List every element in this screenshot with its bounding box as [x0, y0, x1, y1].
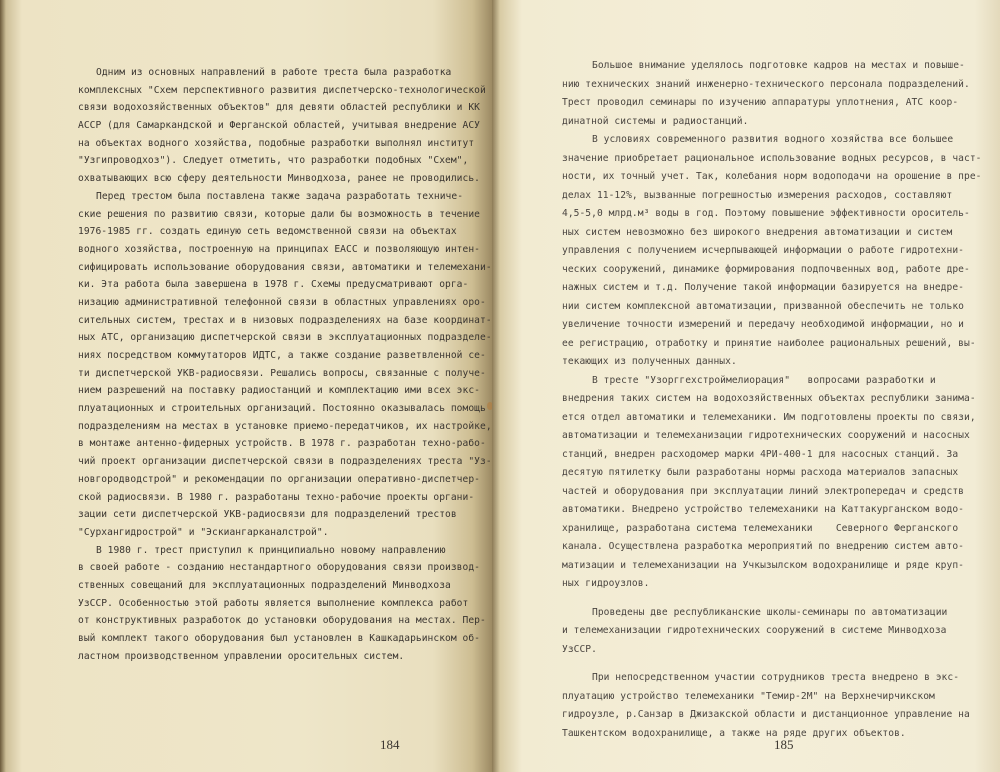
- text-line: "Сурхангидрострой" и "Эскиангарканалстрой".: [78, 526, 329, 538]
- text-line: значение приобретает рациональное использование водных ресурсов, в част-: [562, 152, 982, 164]
- text-line: ластном производственном управлении оросительных систем.: [78, 650, 405, 662]
- text-line: автоматики. Внедрено устройство телемеханики на Каттакурганском водо-: [562, 504, 964, 515]
- text-line: канала. Осуществлена разработка мероприятий по внедрению систем авто-: [562, 541, 964, 552]
- text-line: АССР (для Самаркандской и Ферганской областей, учитывая внедрение АСУ: [78, 120, 480, 132]
- text-line: плуатационных и строительных организаций. Постоянно оказывалась помощь: [78, 403, 486, 415]
- text-line: ские решения по развитию связи, которые дали бы возможность в течение: [78, 208, 480, 220]
- text-line: ниях посредством коммутаторов ИДТС, а также создание разветвленной се-: [78, 350, 486, 361]
- text-line: Трест проводил семинары по изучению аппаратуры уплотнения, АТС коор-: [562, 97, 959, 108]
- text-line: нию технических знаний инженерно-технического персонала подразделений.: [562, 78, 970, 90]
- text-line: внедрения таких систем на водохозяйственных объектах республики занима-: [562, 393, 976, 404]
- text-line: десятую пятилетку были разработаны нормы расхода материалов запасных: [562, 467, 959, 478]
- text-line: УзССР. Особенностью этой работы является выполнение комплекса работ: [78, 597, 469, 609]
- text-line: низацию административной телефонной связи в областных управлениях оро-: [78, 296, 486, 308]
- text-line: ется отдел автоматики и телемеханики. Им подготовлены проекты по связи,: [562, 411, 976, 423]
- text-line: на объектах водного хозяйства, подобные разработки выполнял институт: [78, 137, 475, 149]
- text-line: В тресте "Узорггехстроймелиорация" вопросами разработки и: [592, 374, 936, 386]
- text-line: комплексных "Схем перспективного развития диспетчерско-технологической: [78, 84, 486, 96]
- text-line: в своей работе - созданию нестандартного оборудования связи производ-: [78, 562, 480, 574]
- text-line: ственных совещаний для эксплуатационных подразделений Минводхоза: [78, 579, 451, 591]
- text-line: гидроузле, р.Санзар в Джизакской области и дистанционное управление на: [562, 709, 970, 720]
- text-line: охватывающих всю сферу деятельности Минводхоза, ранее не проводились.: [78, 173, 480, 185]
- text-line: водного хозяйства, построенную на принципах ЕАСС и позволяющую интен-: [78, 243, 480, 255]
- text-line: от конструктивных разработок до установки оборудования на местах. Пер-: [78, 615, 486, 627]
- right-page-text: [562, 57, 981, 743]
- text-line: ческих сооружений, динамике формирования подпочвенных вод, работе дре-: [562, 263, 970, 275]
- text-line: сифицировать использование оборудования связи, автоматики и телемехани-: [78, 261, 492, 273]
- right-page: [492, 0, 1000, 772]
- text-line: сительных систем, трестах и в низовых подразделениях на базе координат-: [78, 314, 492, 326]
- text-line: В условиях современного развития водного хозяйства все большее: [592, 134, 954, 145]
- text-line: станций, внедрен расходомер марки 4РИ-400-1 для насосных станций. За: [562, 448, 959, 460]
- text-line: При непосредственном участии сотрудников треста внедрено в экс-: [592, 672, 960, 683]
- text-line: и телемеханизации гидротехнических сооружений в системе Минводхоза: [562, 625, 947, 636]
- text-line: ее регистрацию, отработку и принятие наиболее рациональных решений, вы-: [562, 337, 976, 349]
- text-line: Одним из основных направлений в работе треста была разработка: [96, 67, 452, 78]
- text-line: делах 11-12%, вызванные погрешностью измерения расходов, составляют: [562, 189, 953, 201]
- text-line: связи водохозяйственных объектов" для девяти областей республики и КК: [78, 102, 480, 114]
- text-line: 4,5-5,0 млрд.м³ воды в год. Поэтому повышение эффективности ороситель-: [562, 208, 970, 219]
- text-line: матизации и телемеханизации на Учкызылском водохранилище и ряде круп-: [562, 559, 964, 571]
- text-line: управления с получением исчерпывающей информации о работе гидротехни-: [562, 245, 964, 256]
- text-line: ности, их точный учет. Так, колебания норм водоподачи на орошение в пре-: [562, 171, 982, 182]
- text-line: "Узгипроводхоз"). Следует отметить, что разработки подобных "Схем",: [78, 155, 469, 167]
- text-line: нии систем комплексной автоматизации, призванной обеспечить не только: [562, 300, 964, 312]
- text-line: динатной системы и радиостанций.: [562, 115, 749, 127]
- paragraph-gap: [562, 659, 981, 669]
- text-line: ской радиосвязи. В 1980 г. разработаны техно-рабочие проекты органи-: [78, 491, 475, 503]
- text-line: увеличение точности измерений и передачу необходимой информации, но и: [562, 319, 964, 330]
- text-line: новгородводстрой" и рекомендации по организации оперативно-диспетчер-: [78, 473, 480, 485]
- text-line: ки. Эта работа была завершена в 1978 г. Схемы предусматривают орга-: [78, 279, 469, 291]
- text-line: зации сети диспетчерской УКВ-радиосвязи для подразделений трестов: [78, 509, 457, 521]
- text-line: В 1980 г. трест приступил к принципиально новому направлению: [96, 544, 446, 556]
- left-page-text: [78, 64, 492, 665]
- text-line: нажных систем и т.д. Получение такой информации базируется на внедре-: [562, 282, 964, 293]
- text-line: ных АТС, организацию диспетчерской связи в эксплуатационных подразделе-: [78, 332, 492, 344]
- text-line: нием разрешений на поставку радиостанций и комплектацию ими всех экс-: [78, 385, 480, 397]
- text-line: ти диспетчерской УКВ-радиосвязи. Решались вопросы, связанные с получе-: [78, 367, 486, 379]
- page-number-left: 184: [380, 737, 400, 752]
- text-line: ных гидроузлов.: [562, 578, 650, 589]
- text-line: ных систем невозможно без широкого внедрения автоматизации и систем: [562, 226, 953, 238]
- text-line: вый комплект такого оборудования был установлен в Кашкадарьинском об-: [78, 633, 480, 644]
- page-number-right: 185: [774, 737, 794, 752]
- text-line: УзССР.: [562, 643, 597, 655]
- text-line: чий проект организации диспетчерской связи в подразделениях треста "Уз-: [78, 456, 492, 468]
- text-line: Ташкентском водохранилище, а также на ряде других объектов.: [562, 727, 906, 739]
- text-line: подразделениям на местах в установке приемо-передатчиков, их настройке,: [78, 420, 492, 432]
- left-page: [0, 0, 492, 772]
- text-line: хранилище, разработана система телемеханики Северного Ферганского: [562, 522, 959, 534]
- text-line: Перед трестом была поставлена также задача разработать техниче-: [96, 190, 464, 202]
- paragraph-gap: [562, 594, 981, 604]
- text-line: Большое внимание уделялось подготовке кадров на местах и повыше-: [592, 60, 965, 71]
- text-line: частей и оборудования при эксплуатации линий электропередач и средств: [562, 485, 964, 497]
- text-line: плуатацию устройство телемеханики "Темир-2М" на Верхнечирчикском: [562, 690, 935, 702]
- text-line: текающих из полученных данных.: [562, 356, 737, 367]
- text-line: в монтаже антенно-фидерных устройств. В 1978 г. разработан техно-рабо-: [78, 438, 486, 450]
- text-line: 1976-1985 гг. создать единую сеть ведомственной связи на объектах: [78, 226, 457, 238]
- text-line: Проведены две республиканские школы-семинары по автоматизации: [592, 606, 948, 618]
- text-line: автоматизации и телемеханизации гидротехнических сооружений и насосных: [562, 430, 970, 441]
